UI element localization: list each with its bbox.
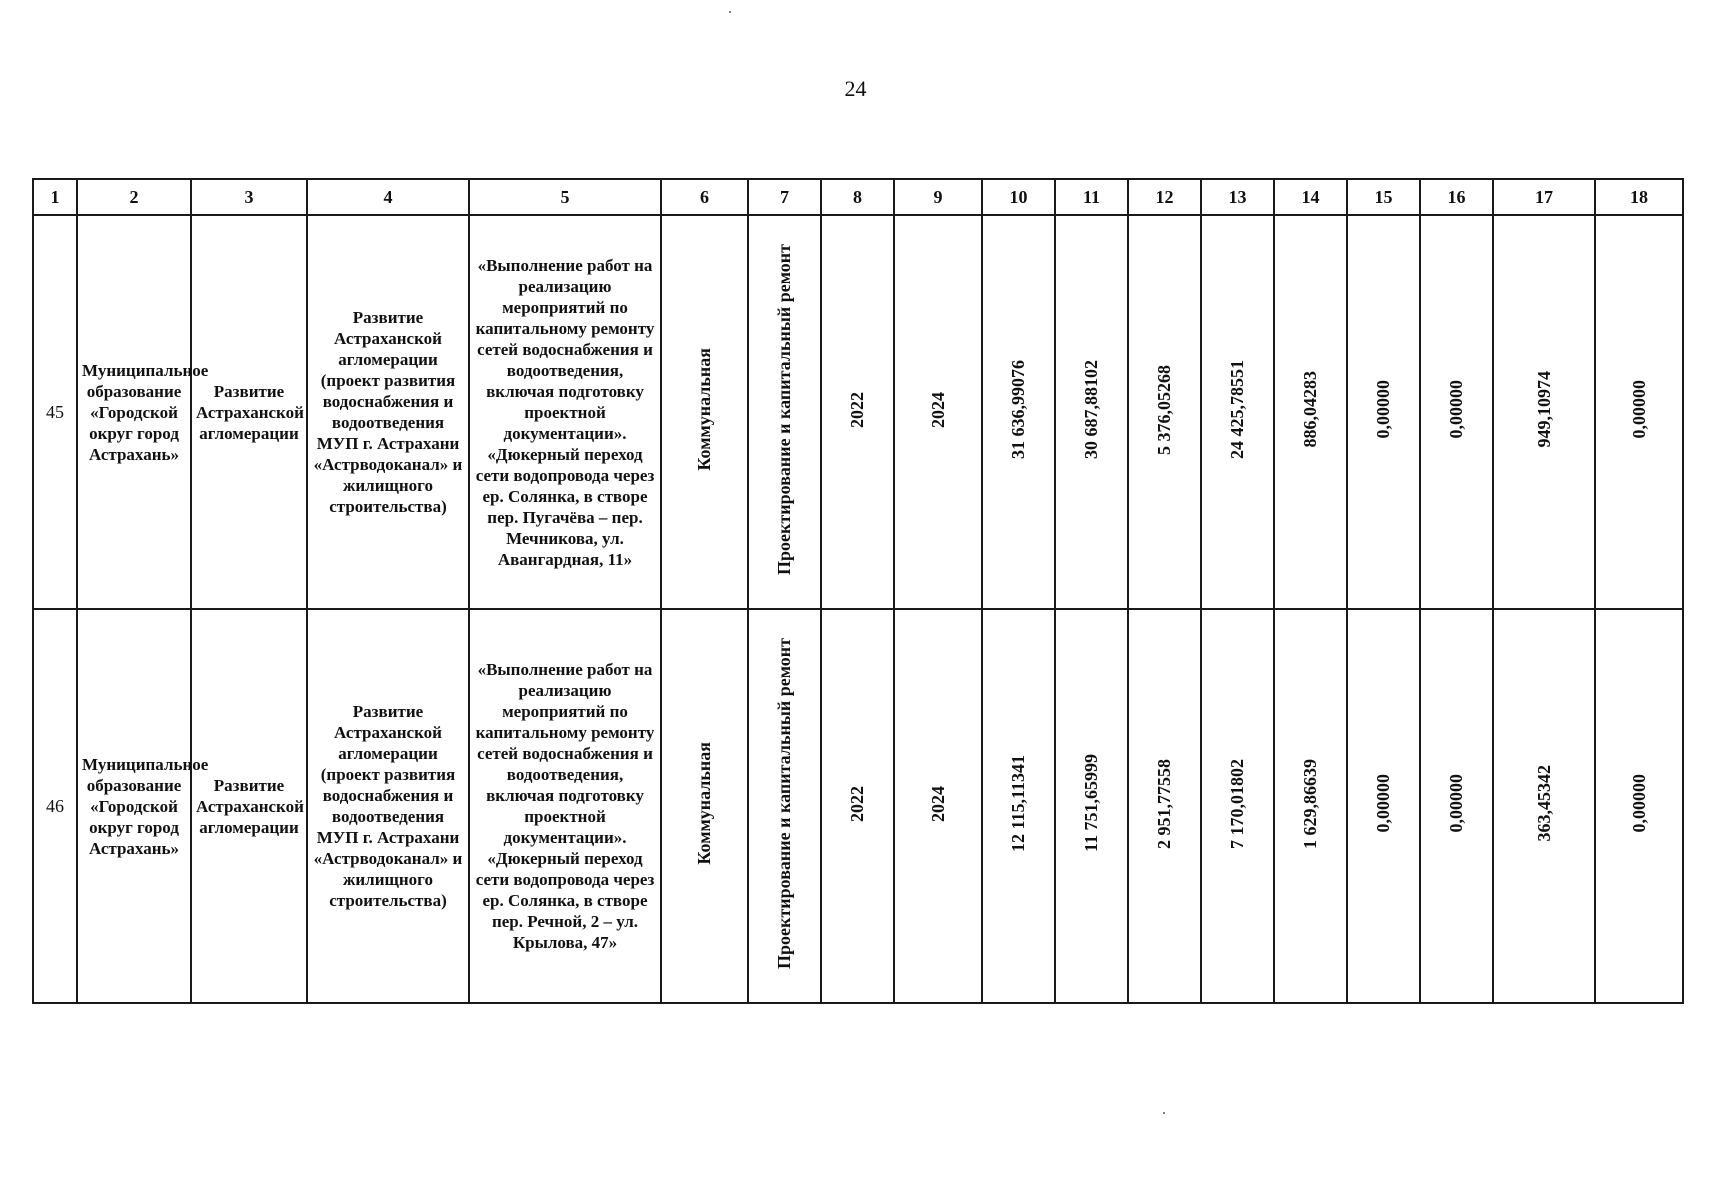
start-year-text: 2022 [847, 785, 867, 822]
column-header: 13 [1201, 179, 1274, 215]
column-header: 3 [191, 179, 307, 215]
program-cell: Развитие Астраханской агломерации [191, 215, 307, 609]
sector-text: Коммунальная [694, 742, 714, 865]
value-text: 11 751,65999 [1081, 754, 1101, 853]
column-header: 14 [1274, 179, 1347, 215]
row-number: 45 [33, 215, 77, 609]
column-header: 5 [469, 179, 661, 215]
work-type-cell [748, 215, 821, 609]
value-cell [982, 215, 1055, 609]
column-header: 9 [894, 179, 982, 215]
start-year-text: 2022 [847, 391, 867, 428]
column-header: 15 [1347, 179, 1420, 215]
value-text: 0,00000 [1373, 380, 1393, 439]
column-header: 18 [1595, 179, 1683, 215]
end-year-cell [894, 609, 982, 1003]
sector-cell [661, 215, 748, 609]
value-cell [1595, 215, 1683, 609]
value-text: 0,00000 [1446, 380, 1466, 439]
column-header: 2 [77, 179, 191, 215]
municipality-cell: Муниципальное образование «Городской округ город Астрахань» [77, 215, 191, 609]
value-cell [1493, 215, 1595, 609]
value-text: 0,00000 [1628, 774, 1649, 833]
object-description-cell: «Выполнение работ на реализацию мероприятий по капитальному ремонту сетей водоснабжения и водоотведения, включая подготовку проектной документации». «Дюкерный переход сети водопровода через ер. Солянка, в створе пер. Пугачёва – пер. Мечникова, ул. Авангардная, 11» [469, 215, 661, 609]
row-number: 46 [33, 609, 77, 1003]
municipality-cell: Муниципальное образование «Городской округ город Астрахань» [77, 609, 191, 1003]
value-text: 2 951,77558 [1154, 758, 1174, 849]
scan-speck [729, 11, 731, 13]
value-cell [1055, 215, 1128, 609]
end-year-text: 2024 [927, 391, 948, 428]
projects-table [32, 178, 1684, 1004]
column-header: 7 [748, 179, 821, 215]
value-cell [1347, 215, 1420, 609]
column-header: 6 [661, 179, 748, 215]
value-text: 12 115,11341 [1008, 754, 1028, 852]
column-header: 17 [1493, 179, 1595, 215]
value-cell [1420, 215, 1493, 609]
value-cell [1347, 609, 1420, 1003]
value-cell [1201, 609, 1274, 1003]
value-cell [1128, 215, 1201, 609]
value-text: 30 687,88102 [1081, 360, 1101, 459]
value-cell [1274, 215, 1347, 609]
header-row [33, 179, 1683, 215]
column-header: 10 [982, 179, 1055, 215]
project-cell: Развитие Астраханской агломерации (проект развития водоснабжения и водоотведения МУП г. Астрахани «Астрводоканал» и жилищного строительства) [307, 215, 469, 609]
column-header: 16 [1420, 179, 1493, 215]
table-row [33, 609, 1683, 1003]
column-header: 8 [821, 179, 894, 215]
work-type-cell [748, 609, 821, 1003]
sector-text: Коммунальная [694, 348, 714, 471]
value-cell [1055, 609, 1128, 1003]
work-type-text: Проектирование и капитальный ремонт [774, 638, 794, 969]
object-description-cell: «Выполнение работ на реализацию мероприятий по капитальному ремонту сетей водоснабжения и водоотведения, включая подготовку проектной документации». «Дюкерный переход сети водопровода через ер. Солянка, в створе пер. Речной, 2 – ул. Крылова, 47» [469, 609, 661, 1003]
value-cell [1201, 215, 1274, 609]
value-text: 5 376,05268 [1154, 364, 1174, 455]
value-cell [1274, 609, 1347, 1003]
value-text: 0,00000 [1446, 774, 1466, 833]
sector-cell [661, 609, 748, 1003]
value-text: 886,04283 [1300, 371, 1320, 448]
value-cell [1595, 609, 1683, 1003]
work-type-text: Проектирование и капитальный ремонт [774, 244, 794, 575]
value-cell [1420, 609, 1493, 1003]
value-text: 1 629,86639 [1300, 758, 1320, 849]
value-text: 0,00000 [1373, 774, 1393, 833]
value-cell [1493, 609, 1595, 1003]
column-header: 12 [1128, 179, 1201, 215]
end-year-text: 2024 [927, 785, 948, 822]
column-header: 4 [307, 179, 469, 215]
value-text: 7 170,01802 [1227, 758, 1247, 849]
value-text: 31 636,99076 [1008, 360, 1028, 459]
start-year-cell [821, 215, 894, 609]
value-text: 363,45342 [1533, 765, 1554, 842]
column-header: 1 [33, 179, 77, 215]
program-cell: Развитие Астраханской агломерации [191, 609, 307, 1003]
value-text: 0,00000 [1628, 380, 1649, 439]
end-year-cell [894, 215, 982, 609]
value-text: 949,10974 [1533, 371, 1554, 448]
project-cell: Развитие Астраханской агломерации (проект развития водоснабжения и водоотведения МУП г. Астрахани «Астрводоканал» и жилищного строительства) [307, 609, 469, 1003]
value-cell [1128, 609, 1201, 1003]
page-number: 24 [844, 76, 867, 101]
scan-speck [1163, 1112, 1165, 1114]
value-cell [982, 609, 1055, 1003]
column-header: 11 [1055, 179, 1128, 215]
table-row [33, 215, 1683, 609]
start-year-cell [821, 609, 894, 1003]
value-text: 24 425,78551 [1227, 360, 1247, 459]
